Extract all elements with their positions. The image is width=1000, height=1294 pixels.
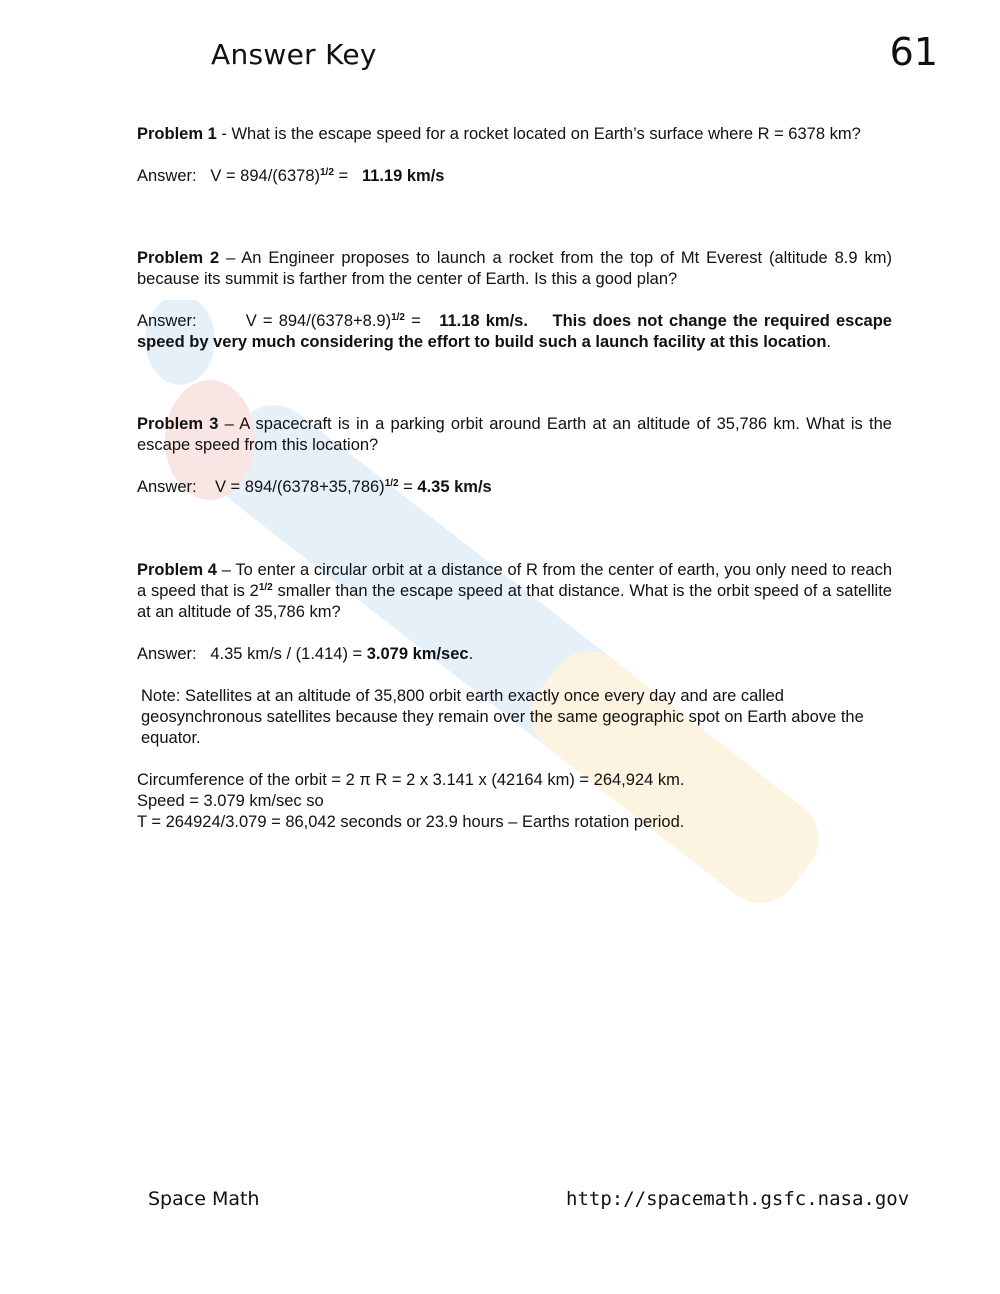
problem-1-label: Problem 1 [137,125,217,143]
page-title: Answer Key [211,38,377,71]
problem-4-answer: Answer: 4.35 km/s / (1.414) = 3.079 km/sec. [137,645,474,663]
problem-4-question: Problem 4 – To enter a circular orbit at a distance of R from the center of earth, you only need to reach a speed that is $2^{1/2}$ smaller than the escape speed at that distance. What is the orbit speed of a satellite at an altitude of 35,786 km? [137,561,892,621]
problem-1-result: 11.19 km/s [361,167,445,185]
document-body [137,124,892,833]
calc-line-3: T = 264924/3.079 = 86,042 seconds or 23.9 hours – Earths rotation period. [137,813,685,831]
calc-line-2: Speed = 3.079 km/sec so [137,792,324,810]
problem-4-label: Problem 4 [137,561,217,579]
problem-2-result: 11.18 km/s. [439,312,528,330]
calc-line-1: Circumference of the orbit = 2 π R = 2 x 3.141 x (42164 km) = 264,924 km. [137,771,685,789]
footer-brand: Space Math [148,1188,260,1210]
note-paragraph: Note: Satellites at an altitude of 35,800 orbit earth exactly once every day and are called geosynchronous satellites because they remain over the same geographic spot on Earth above the equator. [141,687,864,747]
problem-1-answer: Answer: $V = 894/(6378)^{1/2} = 11.19$ km/s [137,167,445,185]
problem-3-label: Problem 3 [137,415,219,433]
page-number: 61 [889,30,938,74]
problem-1-question: Problem 1 - What is the escape speed for a rocket located on Earth’s surface where R = 6378 km? [137,125,861,143]
problem-4-result: 3.079 km/sec [366,645,469,663]
problem-3-question: Problem 3 – A spacecraft is in a parking orbit around Earth at an altitude of 35,786 km. What is the escape speed from this location? [137,415,892,454]
footer-url: http://spacemath.gsfc.nasa.gov [566,1188,910,1210]
problem-3-answer: Answer: $V = 894/(6378+35,786)^{1/2} = 4.35$ km/s [137,478,492,496]
problem-2-answer: Answer: $V = 894/(6378+8.9)^{1/2} = 11.18$ km/s. This does not change the required escape speed by very much considering the effort to build such a launch facility at this location. [137,312,892,351]
problem-2-comment: This does not change the required escape speed by very much considering the effort to build such a launch facility at this location [137,312,892,351]
problem-2-question: Problem 2 – An Engineer proposes to launch a rocket from the top of Mt Everest (altitude 8.9 km) because its summit is farther from the center of Earth. Is this a good plan? [137,249,893,288]
problem-2-label: Problem 2 [137,249,220,267]
problem-3-result: 4.35 km/s [417,478,492,496]
